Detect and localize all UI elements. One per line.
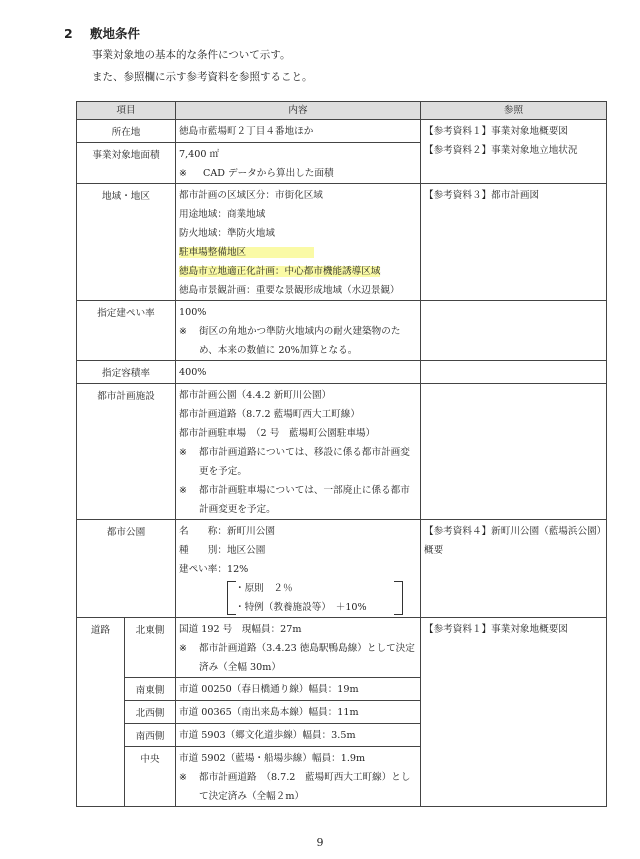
road-side: 北東側: [125, 618, 176, 678]
coverage-content: [176, 301, 421, 361]
table-row: [77, 120, 607, 143]
header-item: 項目: [77, 102, 176, 120]
site-conditions-table: [76, 101, 607, 807]
rate-line: ・原則 ２％: [235, 583, 293, 594]
table-header-row: [77, 102, 607, 120]
road-content: 市道 5902（藍場・船場歩線）幅員：1.9m ※ 都市計画道路 （8.7.2 藍場町西大工町線）として決定済み（全幅２m）: [176, 747, 421, 807]
row-label: 指定容積率: [77, 361, 176, 384]
road-content: 市道 00365（南出来島本線）幅員：11m: [176, 701, 421, 724]
row-label: 事業対象地面積: [77, 143, 176, 184]
facility-line: 都市計画公園（4.4.2 新町川公園）: [179, 390, 332, 401]
table-row: [77, 520, 607, 618]
row-label: 都市公園: [77, 520, 176, 618]
row-label: 都市計画施設: [77, 384, 176, 520]
park-kind: 種 別：地区公園: [179, 545, 266, 556]
header-content: 内容: [176, 102, 421, 120]
page-number: 9: [316, 836, 324, 849]
road-note: ※ 都市計画道路 （8.7.2 藍場町西大工町線）として決定済み（全幅２m）: [179, 772, 411, 802]
road-ref: 【参考資料１】事業対象地概要図: [421, 618, 607, 807]
road-side: 中央: [125, 747, 176, 807]
section-title: [64, 24, 140, 42]
park-rate: 建ぺい率：12%: [179, 564, 249, 575]
header-reference: 参照: [421, 102, 607, 120]
park-rate-bracket: [227, 579, 403, 617]
zone-line: 防火地域：準防火地域: [179, 228, 275, 239]
right-bracket: [394, 581, 403, 615]
zone-line: 用途地域：商業地域: [179, 209, 266, 220]
location-refs: [421, 120, 607, 184]
park-name: 名 称：新町川公園: [179, 526, 275, 537]
intro-line-2: また、参照欄に示す参考資料を参照すること。: [92, 71, 313, 83]
note-mark: ※: [179, 168, 188, 179]
area-note: ※ CAD データから算出した面積: [179, 164, 417, 183]
row-label: 所在地: [77, 120, 176, 143]
intro-line-1: 事業対象地の基本的な条件について示す。: [92, 49, 291, 61]
area-value: 7,400 ㎡: [179, 149, 220, 160]
table-row: [77, 361, 607, 384]
park-content: [176, 520, 421, 618]
section-heading: 敷地条件: [90, 26, 141, 41]
area-content: [176, 143, 421, 184]
facility-line: 都市計画駐車場 （2 号 藍場町公園駐車場）: [179, 428, 376, 439]
facilities-content: [176, 384, 421, 520]
table-row: [77, 618, 607, 678]
zone-content: [176, 184, 421, 301]
road-content: 市道 5903（郷文化道歩線）幅員：3.5m: [176, 724, 421, 747]
location-content: 徳島市藍場町２丁目４番地ほか: [176, 120, 421, 143]
zone-line: 都市計画の区域区分：市街化区域: [179, 190, 323, 201]
reference-text: 【参考資料２】事業対象地立地状況: [424, 145, 578, 156]
table-row: [77, 184, 607, 301]
road-content: 市道 00250（春日橋通り線）幅員：19m: [176, 678, 421, 701]
park-ref: 【参考資料４】新町川公園（藍場浜公園）概要: [421, 520, 607, 618]
reference-text: 【参考資料１】事業対象地概要図: [424, 126, 568, 137]
facility-note: ※ 都市計画駐車場については、一部廃止に係る都市計画変更を予定。: [179, 485, 410, 515]
table-row: [77, 384, 607, 520]
row-label: 指定建ぺい率: [77, 301, 176, 361]
far-value: 400%: [176, 361, 421, 384]
road-side: 南西側: [125, 724, 176, 747]
facility-note: ※ 都市計画道路については、移設に係る都市計画変更を予定。: [179, 447, 410, 477]
zone-line-highlighted: 駐車場整備地区: [179, 243, 417, 262]
facility-line: 都市計画道路（8.7.2 藍場町西大工町線）: [179, 409, 360, 420]
road-note: ※ 都市計画道路（3.4.23 徳島駅鴨島線）として決定済み（全幅 30m）: [179, 643, 415, 673]
section-number: 2: [64, 26, 73, 41]
row-label: 地域・地区: [77, 184, 176, 301]
road-content: 国道 192 号 現幅員：27m ※ 都市計画道路（3.4.23 徳島駅鴨島線）として決定済み（全幅 30m）: [176, 618, 421, 678]
road-side: 南東側: [125, 678, 176, 701]
table-row: [77, 301, 607, 361]
zone-line: 徳島市景観計画：重要な景観形成地域（水辺景観）: [179, 285, 400, 296]
coverage-note: ※ 街区の角地かつ準防火地域内の耐火建築物のため、本来の数値に 20%加算となる。: [179, 326, 401, 356]
row-label: 道路: [77, 618, 125, 807]
zone-ref: 【参考資料３】都市計画図: [421, 184, 607, 301]
coverage-value: 100%: [179, 307, 207, 318]
road-side: 北西側: [125, 701, 176, 724]
rate-line: ・特例（教養施設等） ＋10%: [235, 602, 367, 613]
zone-line-highlighted: 徳島市立地適正化計画：中心都市機能誘導区域: [179, 266, 381, 277]
